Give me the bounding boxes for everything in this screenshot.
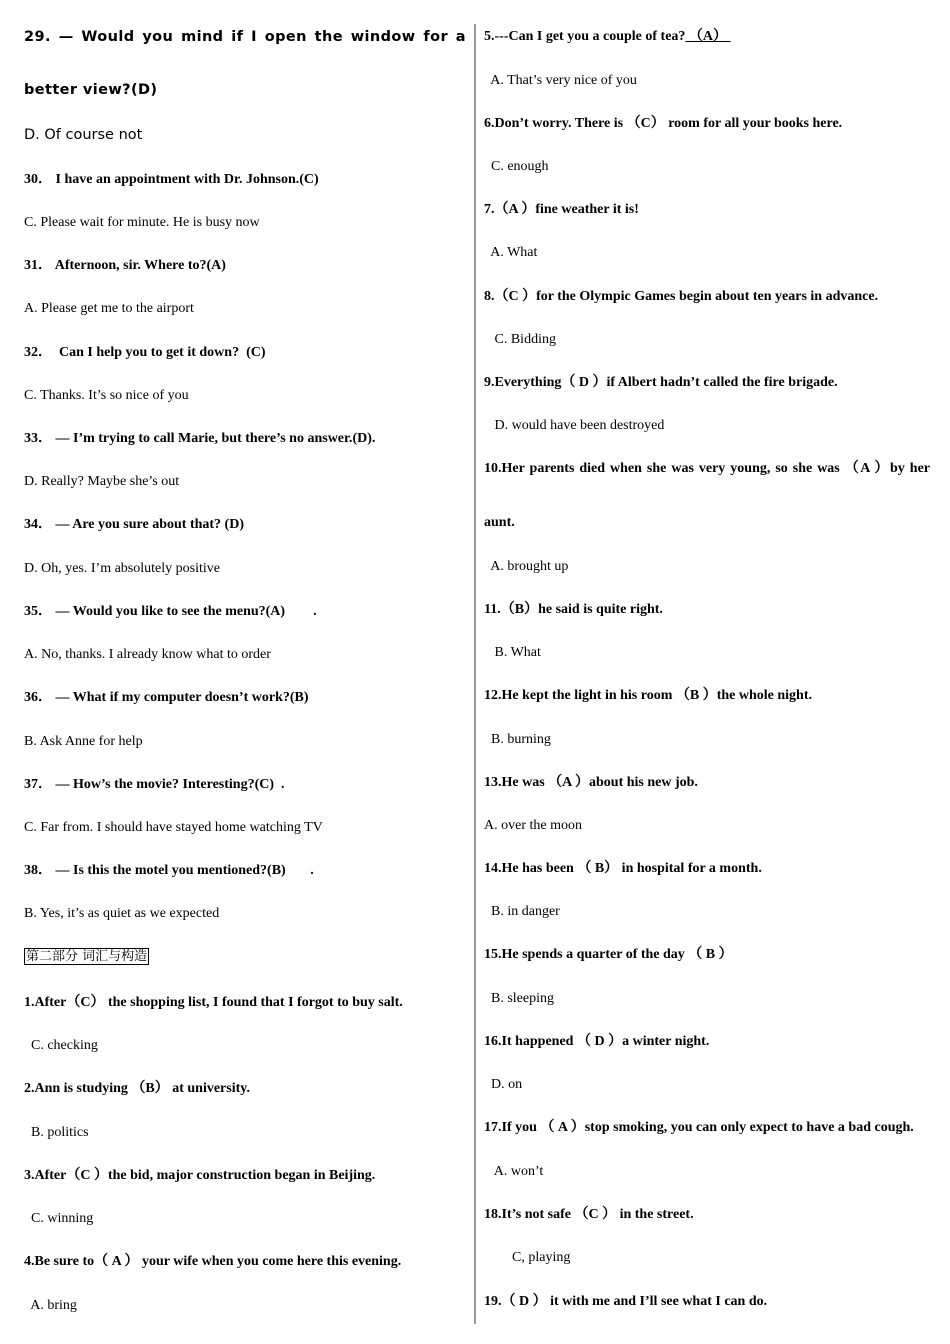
question-line <box>484 1119 914 1137</box>
answer-line <box>24 214 260 232</box>
line-text: 15.He spends a quarter of the day （ B ） <box>484 947 733 962</box>
line-text: better view?(D) <box>24 82 158 98</box>
section-title: 第二部分 词汇与构造 <box>26 949 148 964</box>
line-text: D. Of course not <box>24 127 143 143</box>
line-text: B. sleeping <box>484 991 554 1006</box>
answer-line <box>484 1163 543 1181</box>
line-text: 3.After（C ）the bid, major construction began in Beijing. <box>24 1168 376 1183</box>
line-text: 5.---Can I get you a couple of tea? <box>484 29 686 44</box>
section-heading <box>24 948 149 966</box>
answer-line <box>24 473 179 491</box>
answer-line <box>484 817 582 835</box>
question-line <box>24 344 266 362</box>
line-text: 37． — How’s the movie? Interesting?(C) . <box>24 777 285 792</box>
line-text: 16.It happened （ D ）a winter night. <box>484 1034 710 1049</box>
answer-line <box>484 558 568 576</box>
answer-line <box>24 1124 89 1142</box>
question-line <box>484 374 838 392</box>
line-text: B. burning <box>484 732 551 747</box>
line-text: 35． — Would you like to see the menu?(A) . <box>24 604 317 619</box>
line-text: C. Please wait for minute. He is busy now <box>24 215 260 230</box>
line-text: 14.He has been （ B） in hospital for a month. <box>484 861 762 876</box>
line-text: A. What <box>484 245 538 260</box>
line-text: 34． — Are you sure about that? (D) <box>24 517 244 532</box>
line-text: 30． I have an appointment with Dr. Johnson.(C) <box>24 172 319 187</box>
line-text: C, playing <box>484 1250 571 1265</box>
answer-line <box>484 417 664 435</box>
line-text: 19.（ D ） it with me and I’ll see what I can do. <box>484 1294 768 1309</box>
answer-line <box>24 560 220 578</box>
question-line <box>484 514 515 532</box>
answer-line <box>484 158 549 176</box>
question-line <box>24 1253 401 1271</box>
answer-line <box>484 331 556 349</box>
answer-line <box>24 1210 93 1228</box>
question-line <box>484 860 762 878</box>
line-text: A. over the moon <box>484 818 582 833</box>
answer-line <box>484 903 560 921</box>
question-line <box>24 171 319 189</box>
answer-line <box>24 1297 77 1315</box>
line-text: A. won’t <box>484 1164 544 1179</box>
line-text: 32． Can I help you to get it down? (C) <box>24 345 266 360</box>
line-text: aunt. <box>484 515 515 530</box>
line-text: 33． — I’m trying to call Marie, but there’s no answer.(D). <box>24 431 376 446</box>
line-text: A. brought up <box>484 559 569 574</box>
line-text: 8.（C ）for the Olympic Games begin about ten years in advance. <box>484 289 879 304</box>
line-text: D. Oh, yes. I’m absolutely positive <box>24 561 220 576</box>
question-line <box>24 689 309 707</box>
line-text: C. enough <box>484 159 549 174</box>
line-text: 17.If you （ A ）stop smoking, you can only expect to have a bad cough. <box>484 1120 914 1135</box>
line-text: 29. — Would you mind if I open the window for a <box>24 29 466 45</box>
underlined-answer: （A） <box>685 29 731 44</box>
line-text: 2.Ann is studying （B） at university. <box>24 1081 250 1096</box>
question-line <box>484 28 731 46</box>
answer-line <box>24 126 142 144</box>
answer-line <box>24 819 323 837</box>
line-text: 31． Afternoon, sir. Where to?(A) <box>24 258 226 273</box>
column-divider <box>474 24 476 1324</box>
line-text: C. winning <box>24 1211 94 1226</box>
line-text: 36． — What if my computer doesn’t work?(B) <box>24 690 309 705</box>
question-line <box>24 1167 375 1185</box>
question-line <box>484 288 878 306</box>
question-line <box>484 946 733 964</box>
line-text: A. That’s very nice of you <box>484 73 637 88</box>
line-text: A. bring <box>24 1298 77 1313</box>
answer-line <box>484 1249 570 1267</box>
line-text: 9.Everything（ D ）if Albert hadn’t called the fire brigade. <box>484 375 838 390</box>
question-line <box>484 774 698 792</box>
question-line <box>484 687 812 705</box>
line-text: D. would have been destroyed <box>484 418 665 433</box>
question-line <box>484 601 663 619</box>
line-text: 6.Don’t worry. There is （C） room for all your books here. <box>484 116 843 131</box>
answer-line <box>24 733 143 751</box>
line-text: 1.After（C） the shopping list, I found that I forgot to buy salt. <box>24 995 403 1010</box>
question-line <box>484 1033 709 1051</box>
line-text: 10.Her parents died when she was very young, so she was （A ）by her <box>484 461 930 476</box>
answer-line <box>484 644 541 662</box>
line-text: B. Yes, it’s as quiet as we expected <box>24 906 220 921</box>
question-line <box>24 994 403 1012</box>
question-line <box>484 1206 694 1224</box>
line-text: A. Please get me to the airport <box>24 301 194 316</box>
line-text: D. on <box>484 1077 523 1092</box>
answer-line <box>24 1037 98 1055</box>
line-text: D. Really? Maybe she’s out <box>24 474 180 489</box>
line-text: 12.He kept the light in his room （B ）the whole night. <box>484 688 812 703</box>
answer-line <box>484 72 637 90</box>
question-line <box>24 430 375 448</box>
question-line <box>24 776 285 794</box>
answer-line <box>484 990 554 1008</box>
line-text: 11.（B）he said is quite right. <box>484 602 663 617</box>
question-line <box>24 1080 250 1098</box>
line-text: C. Far from. I should have stayed home watching TV <box>24 820 323 835</box>
line-text: B. in danger <box>484 904 560 919</box>
line-text: C. Thanks. It’s so nice of you <box>24 388 189 403</box>
question-line <box>484 201 639 219</box>
line-text: 4.Be sure to（ A ） your wife when you come here this evening. <box>24 1254 402 1269</box>
question-line <box>24 603 317 621</box>
line-text: C. Bidding <box>484 332 556 347</box>
answer-line <box>484 731 551 749</box>
question-line <box>24 516 244 534</box>
line-text: 18.It’s not safe （C ） in the street. <box>484 1207 694 1222</box>
question-line <box>24 257 226 275</box>
question-line <box>24 81 157 99</box>
question-line <box>484 1293 767 1311</box>
line-text: B. Ask Anne for help <box>24 734 143 749</box>
answer-line <box>484 244 537 262</box>
answer-line <box>24 387 189 405</box>
line-text: C. checking <box>24 1038 98 1053</box>
line-text: 13.He was （A ）about his new job. <box>484 775 698 790</box>
answer-line <box>24 646 271 664</box>
answer-line <box>484 1076 522 1094</box>
line-text: 7.（A ）fine weather it is! <box>484 202 639 217</box>
line-text: A. No, thanks. I already know what to order <box>24 647 271 662</box>
answer-line <box>24 905 219 923</box>
answer-line <box>24 300 194 318</box>
question-line <box>484 460 930 478</box>
question-line <box>24 28 466 46</box>
line-text: 38． — Is this the motel you mentioned?(B) . <box>24 863 314 878</box>
question-line <box>484 115 842 133</box>
line-text: B. politics <box>24 1125 89 1140</box>
line-text: B. What <box>484 645 541 660</box>
question-line <box>24 862 314 880</box>
